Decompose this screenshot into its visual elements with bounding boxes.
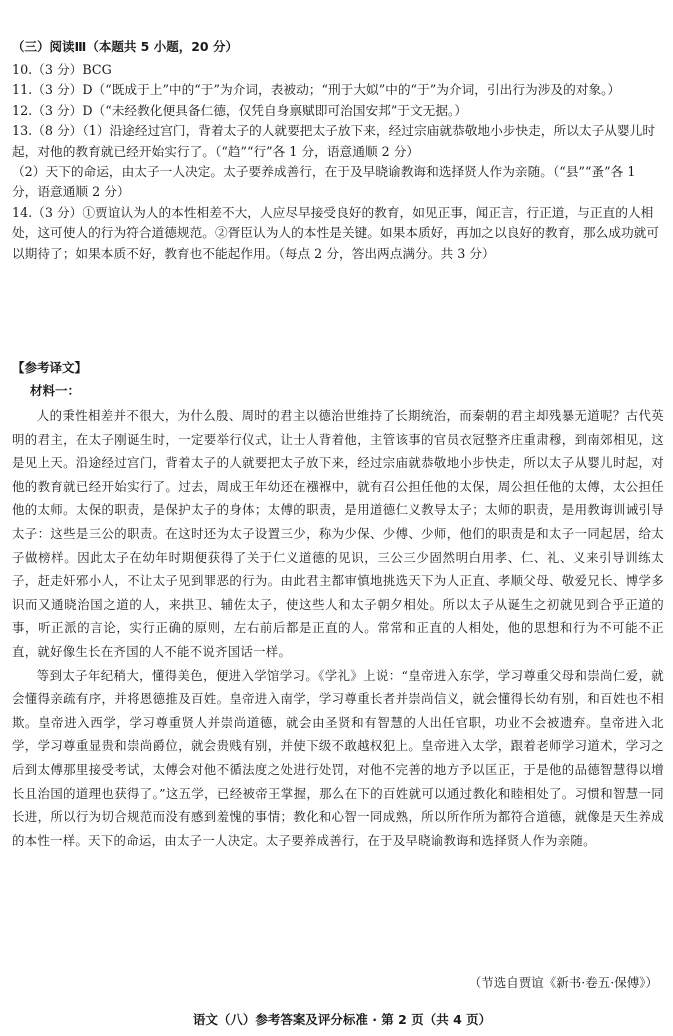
answer-item [12, 101, 664, 121]
reference-heading: 【参考译文】 [12, 360, 88, 375]
answer-item [12, 60, 664, 80]
answer-text: 10.（3 分）BCG [12, 62, 112, 77]
material-heading: 材料一： [30, 383, 81, 398]
source-citation: （节选自贾谊《新书·卷五·保傅》） [468, 975, 658, 990]
translation-body [12, 404, 664, 852]
answer-text: 11.（3 分）D（“既成于上”中的“于”为介词，表被动；“刑于大姒”中的“于”为介词，引出行为涉及的对象。） [12, 82, 621, 98]
section-heading: （三）阅读Ⅲ（本题共 5 小题，20 分） [12, 39, 238, 54]
answer-text: 12.（3 分）D（“未经教化便具备仁德，仅凭自身禀赋即可治国安邦”于文无据。） [12, 102, 468, 118]
translation-paragraph: 人的秉性相差并不很大，为什么殷、周时的君主以德治世维持了长期统治，而秦朝的君主却残暴无道呢？古代英明的君主，在太子刚诞生时，一定要举行仪式，让士人背着他，主管该事的官员衣冠整齐庄重肃穆，到南郊相见，这是见上天。沿途经过宫门，背着太子的人就要把太子放下来，经过宗庙就恭敬地小步快走，所以太子从婴儿时起，对他的教育就已经开始实行了。过去，周成王年幼还在襁褓中，就有召公担任他的太保，周公担任他的太傅，太公担任他的太师。太保的职责，是保护太子的身体；太傅的职责，是用道德仁义教导太子；太师的职责，是用教诲训诫引导太子：这些是三公的职责。在这时还为太子设置三少，称为少保、少傅、少师，他们的职责是和太子一同起居，给太子做榜样。因此太子在幼年时期便获得了关于仁义道德的见识，三公三少固然明白用孝、仁、礼、义来引导训练太子，赶走奸邪小人，不让太子见到罪恶的行为。由此君主都审慎地挑选天下为人正直、孝顺父母、敬爱兄长、博学多识而又通晓治国之道的人，来拱卫、辅佐太子，使这些人和太子朝夕相处。所以太子从诞生之初就见到合乎正道的事，听正派的言论，实行正确的原则，左右前后都是正直的人。常常和正直的人相处，他的思想和行为不可能不正直，就好像生长在齐国的人不能不说齐国话一样。 [12, 408, 664, 659]
answer-list [12, 60, 664, 264]
answer-text: 14.（3 分）①贾谊认为人的本性相差不大，人应尽早接受良好的教育，如见正事，闻正言，行正道，与正直的人相处，这可使人的行为符合道德规范。②胥臣认为人的本性是关键。如果本质好，再加之以良好的教育，那么成功就可以期待了；如果本质不好，教育也不能起作用。（每点 2 分，答出两点满分。共 3 分） [12, 204, 660, 261]
document-page [12, 0, 664, 1036]
answer-subitem: （2）天下的命运，由太子一人决定。太子要养成善行，在于及早晓谕教诲和选择贤人作为亲随。（“县”“蚤”各 1 分，语意通顺 2 分） [12, 164, 636, 200]
translation-paragraph: 等到太子年纪稍大，懂得美色，便进入学馆学习。《学礼》上说：“皇帝进入东学，学习尊重父母和崇尚仁爱，就会懂得亲疏有序，并将恩德推及百姓。皇帝进入南学，学习尊重长者并崇尚信义，就会懂得长幼有别，和百姓也不相欺。皇帝进入西学，学习尊重贤人并崇尚道德，就会由圣贤和有智慧的人出任官职，功业不会被遗弃。皇帝进入北学，学习尊重显贵和崇尚爵位，就会贵贱有别，并使下级不敢越权犯上。皇帝进入太学，跟着老师学习道术，学习之后到太傅那里接受考试，太傅会对他不循法度之处进行处罚，对他不完善的地方予以匡正，于是他的品德智慧得以增长且治国的道理也获得了。”这五学，已经被帝王掌握，那么在下的百姓就可以通过教化和睦相处了。习惯和智慧一同长进，所以行为切合规范而没有感到羞愧的事情；教化和心智一同成熟，所以所作所为都符合道德，就像是天生养成的本性一样。天下的命运，由太子一人决定。太子要养成善行，在于及早晓谕教诲和选择贤人作为亲随。 [12, 667, 664, 848]
answer-text: 13.（8 分）（1）沿途经过宫门，背着太子的人就要把太子放下来，经过宗庙就恭敬地小步快走，所以太子从婴儿时起，对他的教育就已经开始实行了。（“趋”“行”各 1 分，语意通顺 2 分） [12, 123, 656, 159]
answer-item [12, 80, 664, 100]
page-footer: 语文（八）参考答案及评分标准 · 第 2 页（共 4 页） [192, 1012, 492, 1027]
answer-item [12, 121, 664, 203]
answer-item [12, 203, 664, 264]
